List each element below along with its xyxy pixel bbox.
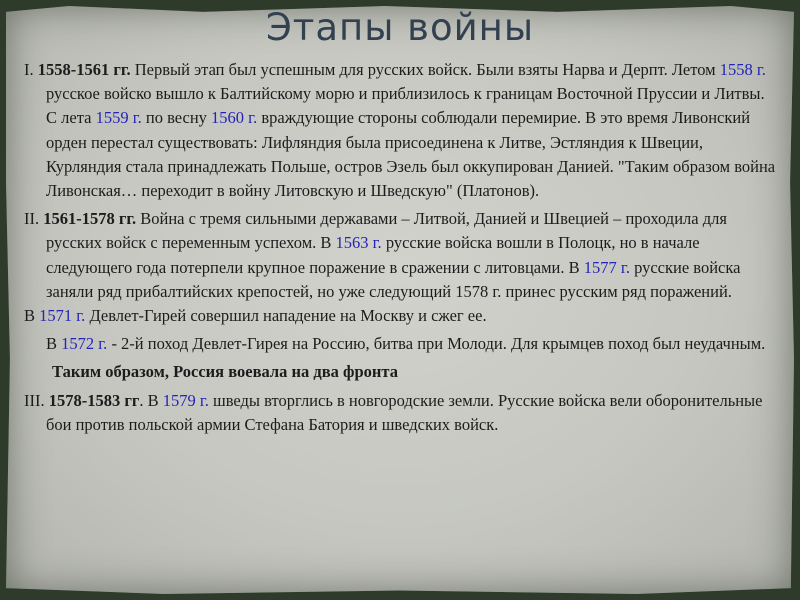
stage-1-number: I. bbox=[24, 60, 38, 79]
stage-1-text-c: по весну bbox=[141, 108, 212, 128]
stage-3-number: III. bbox=[24, 390, 49, 410]
stage-1-text-b: русское войско вышло к Балтийскому морю и приблизилось к границам Восточной Пруссии и Литвы. С лета bbox=[46, 84, 765, 128]
stage-2-text-b: русские войска вошли в Полоцк, но в начале следующего года потерпели крупное поражение в сражении с литовцами. В bbox=[46, 233, 700, 277]
stage-1-text-d: враждующие стороны соблюдали перемирие. В это время Ливонский орден перестал существовать: Лифляндия была присоединена к Литве, Эстляндия к Швеции, Курляндия стала принадлежать Польше, остров Эзель был оккупирован Данией. "Таким образом война Ливонская… переходит в войну Литовскую и Шведскую" (Платонов). bbox=[46, 108, 776, 201]
stage-2-paragraph bbox=[24, 207, 776, 328]
stage-2-text-a: Война с тремя сильными державами – Литвой, Данией и Швецией – проходила для русских войск с переменным успехом. В bbox=[46, 209, 727, 253]
stage-3-period: 1578-1583 гг bbox=[48, 390, 140, 410]
stage-1-text-a: Первый этап был успешным для русских войск. Были взяты Нарва и Дерпт. Летом bbox=[130, 60, 720, 79]
page-title: Этапы войны bbox=[265, 6, 535, 49]
summary-text: Таким образом, Россия воевала на два фронта bbox=[52, 362, 398, 382]
stage-1-period: 1558-1561 гг. bbox=[37, 60, 131, 79]
year-1579: 1579 г. bbox=[162, 390, 209, 410]
stage-3-text-b: шведы вторглись в новгородские земли. Русские войска вели оборонительные бои против польской армии Стефана Батория и шведских войск. bbox=[46, 390, 763, 434]
year-1560: 1560 г. bbox=[211, 108, 258, 128]
slide-body bbox=[24, 58, 776, 441]
stage-2-number: II. bbox=[24, 209, 44, 229]
year-1577: 1577 г. bbox=[583, 257, 630, 277]
stage-2-period: 1561-1578 гг. bbox=[43, 209, 137, 229]
paragraph-1572-prefix: В bbox=[46, 334, 62, 354]
sentence-1571-prefix: В bbox=[24, 306, 40, 326]
crimea-1572-paragraph bbox=[24, 332, 776, 356]
two-fronts-summary bbox=[24, 360, 776, 384]
stage-2-text-c: русские войска заняли ряд прибалтийских крепостей, но уже следующий 1578 г. принес русским ряд поражений. bbox=[46, 257, 741, 301]
paragraph-1572-text: - 2-й поход Девлет-Гирея на Россию, битва при Молоди. Для крымцев поход был неудачным. bbox=[107, 334, 766, 354]
sentence-1571-text: Девлет-Гирей совершил нападение на Москву и сжег ее. bbox=[85, 306, 487, 326]
stage-3-text-a: . В bbox=[139, 390, 163, 410]
year-1558: 1558 г. bbox=[719, 60, 766, 79]
stage-3-paragraph bbox=[24, 389, 776, 437]
stage-2-sentence-1571 bbox=[24, 304, 776, 328]
year-1563: 1563 г. bbox=[335, 233, 382, 253]
year-1571: 1571 г. bbox=[39, 306, 86, 326]
year-1572: 1572 г. bbox=[61, 334, 108, 354]
stage-1-paragraph bbox=[24, 58, 776, 203]
year-1559: 1559 г. bbox=[95, 108, 142, 128]
